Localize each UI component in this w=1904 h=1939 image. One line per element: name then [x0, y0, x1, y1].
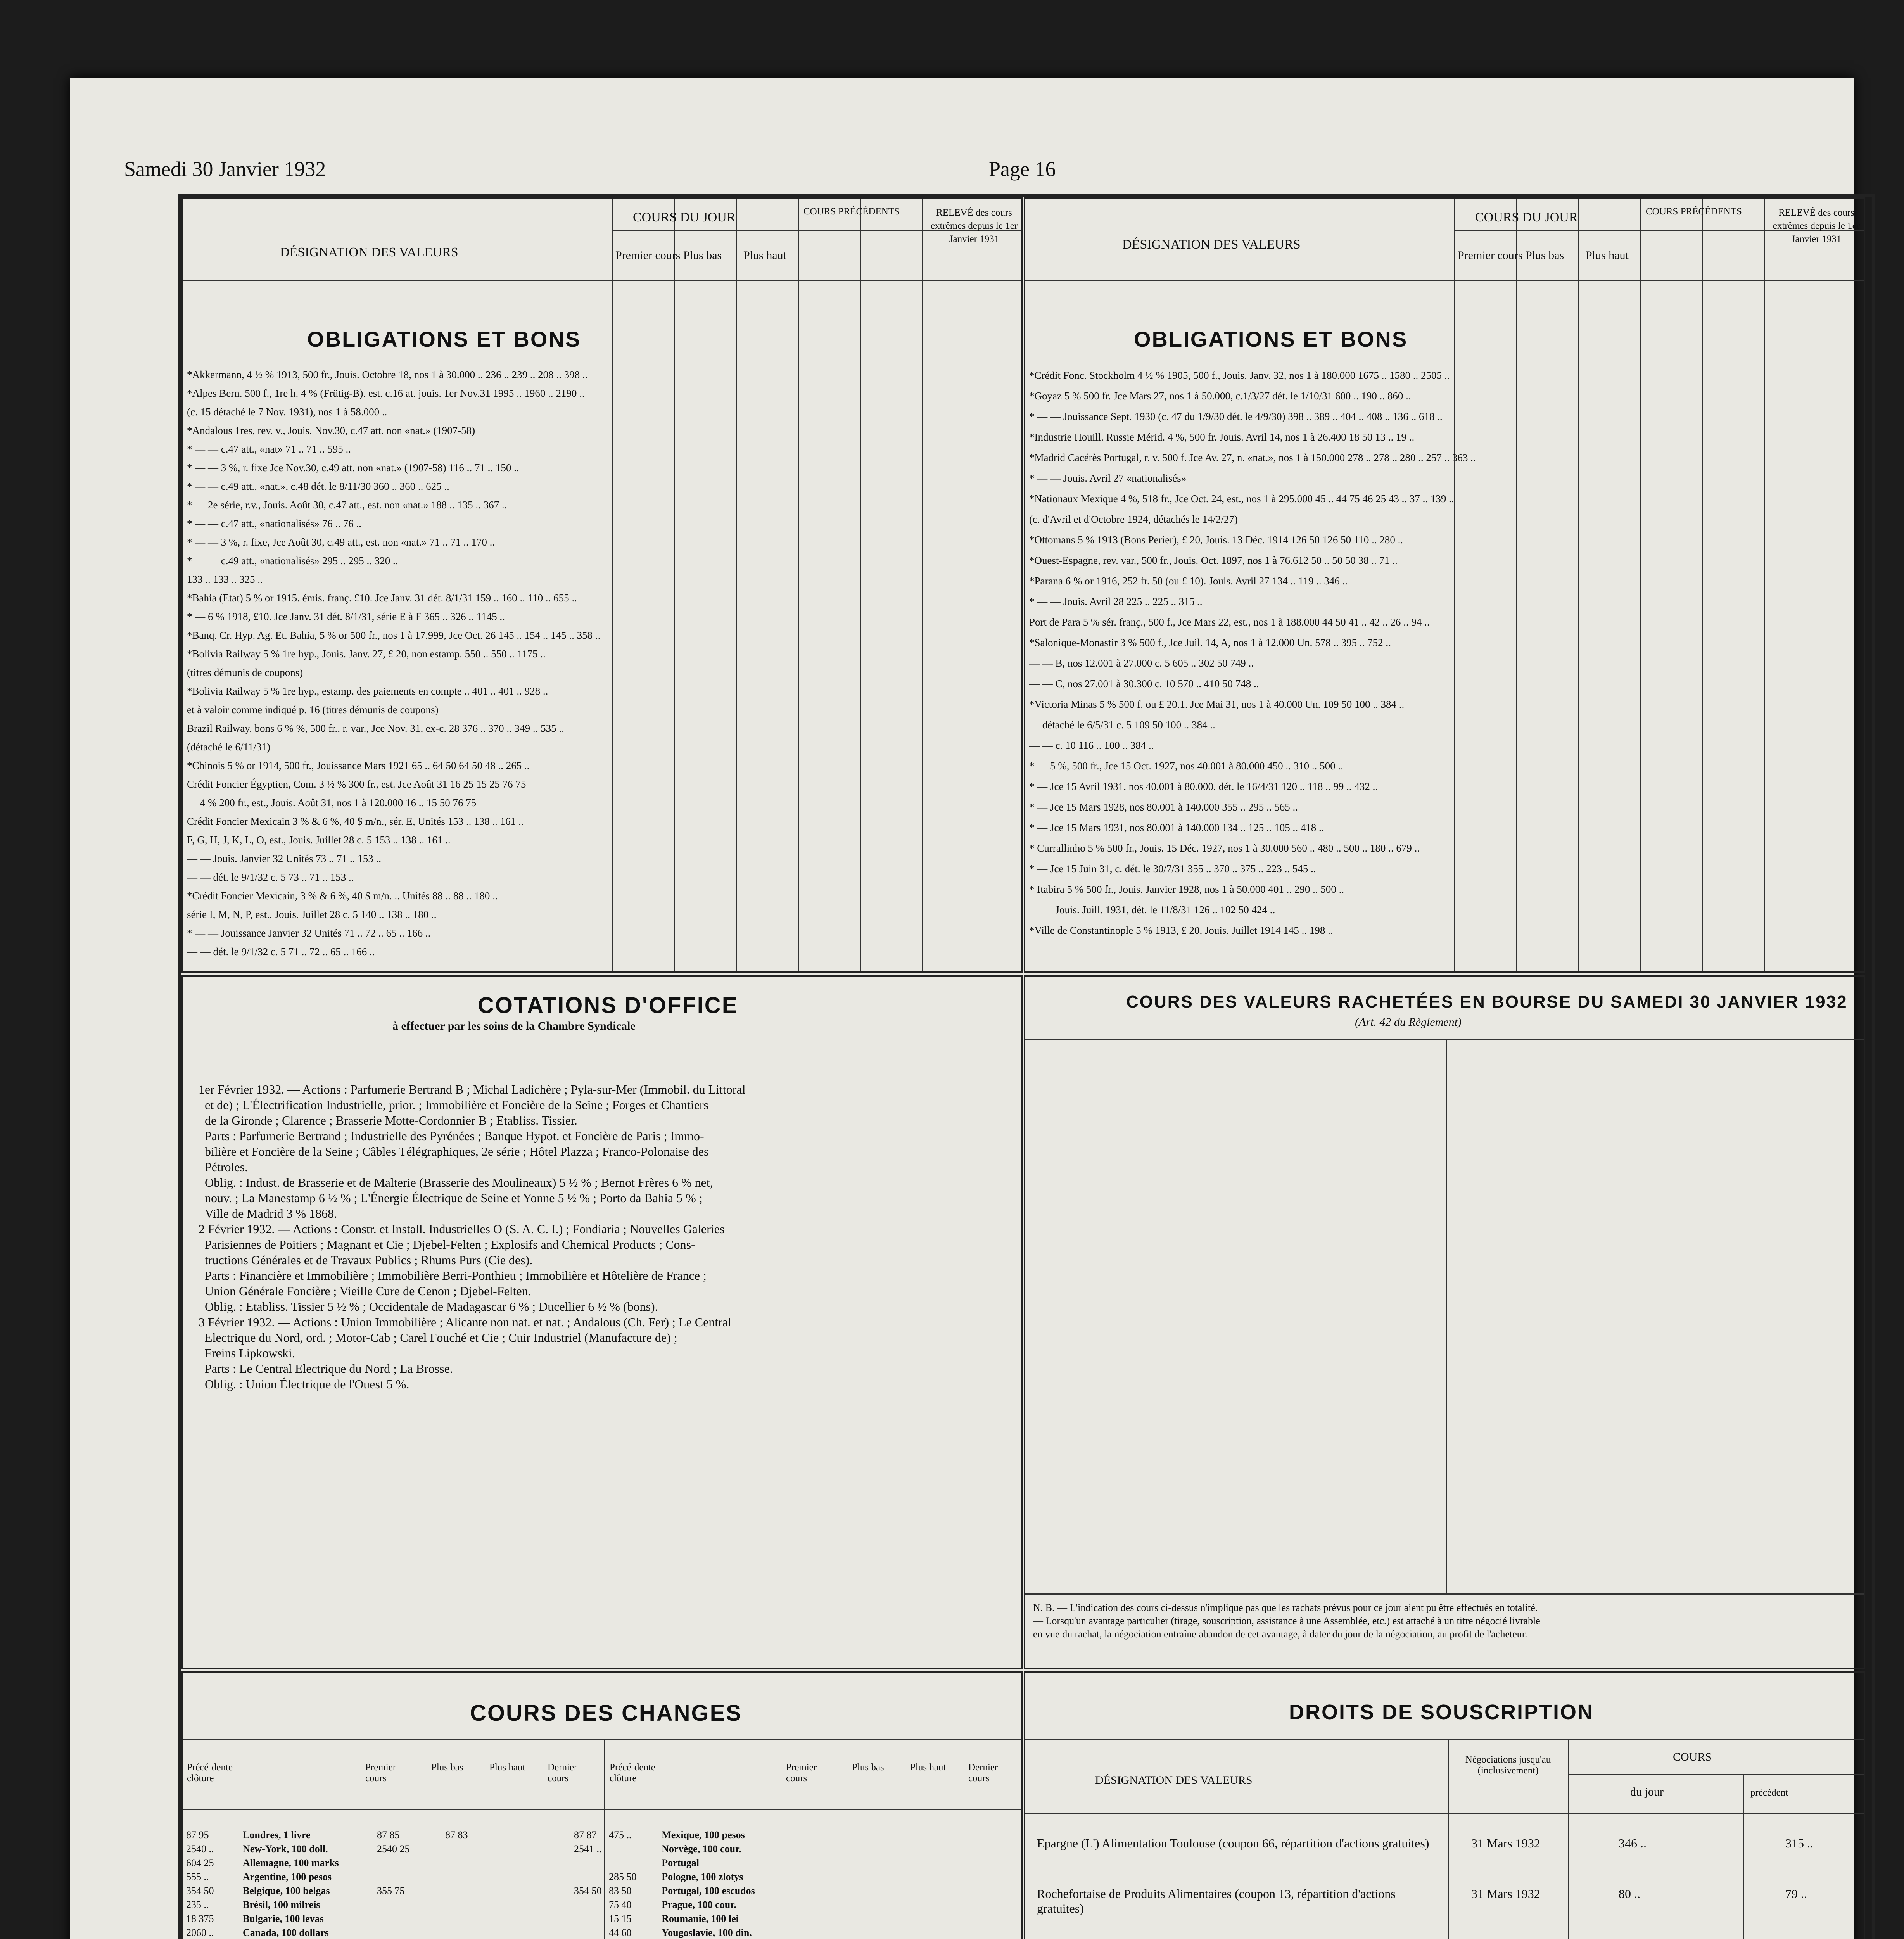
- table-row: * — 2e série, r.v., Jouis. Août 30, c.47 att., est. non «nat.» 188 .. 135 .. 367 ..: [187, 499, 507, 511]
- changes-left-table: [183, 1828, 639, 1939]
- table-row: * — Jce 15 Mars 1928, nos 80.001 à 140.000 355 .. 295 .. 565 ..: [1029, 801, 1298, 813]
- table-row: * — Jce 15 Juin 31, c. dét. le 30/7/31 355 .. 370 .. 375 .. 223 .. 545 ..: [1029, 863, 1316, 874]
- table-row: *Bolivia Railway 5 % 1re hyp., Jouis. Janv. 27, £ 20, non estamp. 550 .. 550 .. 1175 ..: [187, 648, 546, 660]
- table-row: [606, 1926, 1021, 1939]
- table-cell: [374, 1898, 442, 1912]
- cotations-text: 1er Février 1932. — Actions : Parfumerie Bertrand B ; Michal Ladichère ; Pyla-sur-Mer (Immobil. du Littoral et de) ; L'Électrification Industrielle, prior. ; Immobilière et Foncière de la Seine ; Forges et Chantiers de la Gironde ; Clarence ; Brasserie Motte-Cordonnier B ; Etabliss. Tissier. Parts : Parfumerie Bertrand ; Industrielle des Pyrénées ; Banque Hypot. et Foncière de Paris ; Immo- bilière et Foncière de la Seine ; Câbles Télégraphiques, 2e série ; Hôtel Plazza ; Franco-Polonaise des Pétroles. Oblig. : Indust. de Brasserie et de Malterie (Brasserie des Moulineaux) 5 ½ % ; Bernot Frères 6 % net, nouv. ; La Manestamp 6 ½ % ; L'Énergie Électrique de Seine et Yonne 5 ½ % ; Porto da Bahia 5 % ; Ville de Madrid 3 % 1868. 2 Février 1932. — Actions : Constr. et Install. Industrielles O (S. A. C. I.) ; Fondiaria ; Nouvelles Galeries Parisiennes de Poitiers ; Magnant et Cie ; Djebel-Felten ; Explosifs and Chemical Products ; Cons- tructions Générales et de Travaux Publics ; Rhums Purs (Cie des). Parts : Financière et Immobilière ; Immobilière Berri-Ponthieu ; Immobilière et Hôtelière de France ; Union Générale Foncière ; Vieille Cure de Cenon ; Djebel-Felten. Oblig. : Etabliss. Tissier 5 ½ % ; Occidentale de Madagascar 6 % ; Ducellier 6 ½ % (bons). 3 Février 1932. — Actions : Union Immobilière ; Alicante non nat. et nat. ; Andalous (Ch. Fer) ; Le Central Electrique du Nord, ord. ; Motor-Cab ; Carel Fouché et Cie ; Cuir Industriel (Manufacture de) ; Freins Lipkowski. Parts : Le Central Electrique du Nord ; La Brosse. Oblig. : Union Électrique de l'Ouest 5 %.: [199, 1082, 746, 1391]
- table-cell: Epargne (L') Alimentation Toulouse (coupon 66, répartition d'actions gratuites): [1037, 1836, 1429, 1850]
- table-row: *Chinois 5 % or 1914, 500 fr., Jouissance Mars 1921 65 .. 64 50 64 50 48 .. 265 ..: [187, 760, 530, 771]
- table-row: Crédit Foncier Égyptien, Com. 3 ½ % 300 fr., est. Jce Août 31 16 25 15 25 76 75: [187, 778, 526, 790]
- table-row: * Currallinho 5 % 500 fr., Jouis. 15 Déc. 1927, nos 1 à 30.000 560 .. 480 .. 500 .. 180 .. 679 ..: [1029, 842, 1420, 854]
- table-cell: [506, 1926, 571, 1939]
- table-cell: 235 ..: [186, 1899, 209, 1910]
- cotations-section: [181, 975, 1023, 1669]
- table-cell: New-York, 100 doll.: [243, 1843, 328, 1854]
- table-cell: Norvège, 100 cour.: [662, 1843, 741, 1854]
- col-premier-right: Premier cours: [1458, 249, 1523, 262]
- rachetees-section: [1024, 975, 1865, 1669]
- table-row: — — Jouis. Janvier 32 Unités 73 .. 71 .. 153 ..: [187, 853, 381, 864]
- table-cell: 2060 ..: [186, 1927, 214, 1938]
- table-cell: 83 50: [609, 1885, 632, 1896]
- table-cell: [787, 1842, 849, 1856]
- table-row: — — dét. le 9/1/32 c. 5 71 .. 72 .. 65 .. 166 ..: [187, 946, 375, 957]
- table-cell: 15 15: [609, 1913, 632, 1924]
- table-cell: [787, 1856, 849, 1870]
- table-row: *Ouest-Espagne, rev. var., 500 fr., Jouis. Oct. 1897, nos 1 à 76.612 50 .. 50 50 38 .. 71 ..: [1029, 555, 1398, 566]
- table-cell: [850, 1884, 904, 1898]
- table-row: — — c. 10 116 .. 100 .. 384 ..: [1029, 740, 1154, 751]
- table-cell: [959, 1898, 1021, 1912]
- table-cell: [374, 1926, 442, 1939]
- table-row: * — — c.47 att., «nationalisés» 76 .. 76 ..: [187, 518, 361, 529]
- table-row: (titres démunis de coupons): [187, 667, 303, 678]
- table-row: *Andalous 1res, rev. v., Jouis. Nov.30, c.47 att. non «nat.» (1907-58): [187, 425, 475, 436]
- rachetees-note: N. B. — L'indication des cours ci-dessus n'implique pas que les rachats prévus pour ce jour aient pu être effectués en totalité. — Lorsqu'un avantage particulier (tirage, souscription, assistance à une Assemblée, etc.) est attaché à un titre négocié livrable en vue du rachat, la négociation entraîne abandon de cet avantage, à dater du jour de la négociation, au profit de l'acheteur.: [1033, 1602, 1540, 1640]
- table-cell: 604 25: [186, 1857, 214, 1868]
- table-cell: Rochefortaise de Produits Alimentaires (coupon 13, répartition d'actions gratuites): [1037, 1887, 1396, 1915]
- table-row: *Goyaz 5 % 500 fr. Jce Mars 27, nos 1 à 50.000, c.1/3/27 dét. le 1/10/31 600 .. 190 .. 860 ..: [1029, 390, 1411, 402]
- table-row: [183, 1926, 639, 1939]
- table-cell: 475 ..: [609, 1829, 632, 1840]
- table-row: (c. d'Avril et d'Octobre 1924, détachés le 14/2/27): [1029, 513, 1238, 525]
- table-row: — — dét. le 9/1/32 c. 5 73 .. 71 .. 153 ..: [187, 871, 354, 883]
- table-cell: 285 50: [609, 1871, 637, 1882]
- souscription-h-cours: COURS: [1673, 1751, 1712, 1763]
- souscription-h-du-jour: du jour: [1630, 1785, 1664, 1798]
- changes-h-preced-right: Précé-dente clôture: [610, 1762, 655, 1783]
- table-cell: [959, 1926, 1021, 1939]
- col-releve-right: RELEVÉ des cours extrêmes depuis le 1er Janvier 1931: [1773, 207, 1860, 244]
- table-cell: [959, 1856, 1021, 1870]
- page-header: [124, 157, 1830, 184]
- changes-h-preced: Précé-dente clôture: [187, 1762, 233, 1783]
- table-row: * — — c.49 att., «nationalisés» 295 .. 295 .. 320 ..: [187, 555, 398, 567]
- table-row: * — — 3 %, r. fixe, Jce Août 30, c.49 att., est. non «nat.» 71 .. 71 .. 170 ..: [187, 536, 495, 548]
- table-row: *Crédit Foncier Mexicain, 3 % & 6 %, 40 $ m/n. .. Unités 88 .. 88 .. 180 ..: [187, 890, 498, 902]
- col-plus-haut-right: Plus haut: [1586, 249, 1629, 262]
- table-row: * — — c.47 att., «nat» 71 .. 71 .. 595 ..: [187, 443, 351, 455]
- table-row: — — C, nos 27.001 à 30.300 c. 10 570 .. 410 50 748 ..: [1029, 678, 1259, 690]
- col-designation: DÉSIGNATION DES VALEURS: [280, 245, 458, 259]
- table-row: Brazil Railway, bons 6 % %, 500 fr., r. var., Jce Nov. 31, ex-c. 28 376 .. 370 .. 349 .. 535 ..: [187, 722, 564, 734]
- table-cell: [904, 1856, 959, 1870]
- table-cell: [904, 1912, 959, 1926]
- table-row: [183, 1898, 639, 1912]
- table-cell: 75 40: [609, 1899, 632, 1910]
- table-cell: [374, 1870, 442, 1884]
- col-plus-bas: Plus bas: [683, 249, 722, 262]
- table-cell: Roumanie, 100 lei: [662, 1913, 739, 1924]
- table-cell: 31 Mars 1932: [1471, 1836, 1540, 1850]
- table-row: *Crédit Fonc. Stockholm 4 ½ % 1905, 500 f., Jouis. Janv. 32, nos 1 à 180.000 1675 .. 1580 .. 2505 ..: [1029, 370, 1450, 381]
- table-row: Port de Para 5 % sér. franç., 500 f., Jce Mars 22, est., nos 1 à 188.000 44 50 41 .. 42 .. 26 .. 94 ..: [1029, 616, 1430, 628]
- table-cell: 555 ..: [186, 1871, 209, 1882]
- table-row: [606, 1828, 1021, 1842]
- table-cell: [442, 1870, 506, 1884]
- table-row: F, G, H, J, K, L, O, est., Jouis. Juillet 28 c. 5 153 .. 138 .. 161 ..: [187, 834, 451, 846]
- table-cell: [850, 1842, 904, 1856]
- changes-h-plus-bas-right: Plus bas: [852, 1762, 884, 1773]
- table-cell: 2540 ..: [186, 1843, 214, 1854]
- table-row: *Ottomans 5 % 1913 (Bons Perier), £ 20, Jouis. 13 Déc. 1914 126 50 126 50 110 .. 280 ..: [1029, 534, 1403, 546]
- table-row: *Bahia (Etat) 5 % or 1915. émis. franç. £10. Jce Janv. 31 dét. 8/1/31 159 .. 160 .. 110 .. 655 ..: [187, 592, 577, 604]
- table-row: * — — Jouis. Avril 27 «nationalisés»: [1029, 472, 1187, 484]
- table-cell: [904, 1842, 959, 1856]
- cotations-subtitle: à effectuer par les soins de la Chambre Syndicale: [392, 1020, 636, 1032]
- table-cell: 2540 25: [377, 1843, 410, 1854]
- table-row: * — 6 % 1918, £10. Jce Janv. 31 dét. 8/1/31, série E à F 365 .. 326 .. 1145 ..: [187, 611, 505, 622]
- table-row: [183, 1870, 639, 1884]
- table-row: 133 .. 133 .. 325 ..: [187, 574, 263, 585]
- table-row: [606, 1898, 1021, 1912]
- table-cell: [959, 1912, 1021, 1926]
- table-cell: 31 Mars 1932: [1471, 1887, 1540, 1901]
- table-cell: Canada, 100 dollars: [243, 1927, 329, 1938]
- table-cell: [850, 1828, 904, 1842]
- table-row: * — — Jouis. Avril 28 225 .. 225 .. 315 ..: [1029, 596, 1203, 607]
- table-cell: [904, 1870, 959, 1884]
- table-row: * — — Jouissance Janvier 32 Unités 71 .. 72 .. 65 .. 166 ..: [187, 927, 431, 939]
- changes-h-premier: Premier cours: [365, 1762, 396, 1783]
- souscription-section: [1024, 1671, 1865, 1939]
- table-cell: 87 87: [574, 1829, 597, 1840]
- table-cell: Allemagne, 100 marks: [243, 1857, 339, 1868]
- table-row: (c. 15 détaché le 7 Nov. 1931), nos 1 à 58.000 ..: [187, 406, 387, 418]
- table-cell: [606, 1856, 658, 1870]
- table-cell: Londres, 1 livre: [243, 1829, 311, 1840]
- table-cell: [787, 1912, 849, 1926]
- table-cell: [959, 1828, 1021, 1842]
- table-cell: 18 375: [186, 1913, 214, 1924]
- col-releve: RELEVÉ des cours extrêmes depuis le 1er Janvier 1931: [930, 207, 1018, 244]
- obligations-left-table: [181, 197, 1023, 973]
- table-cell: [850, 1926, 904, 1939]
- obligations-right-title: OBLIGATIONS ET BONS: [1134, 327, 1408, 351]
- table-row: — détaché le 6/5/31 c. 5 109 50 100 .. 384 ..: [1029, 719, 1215, 731]
- changes-section: [181, 1671, 1023, 1939]
- table-row: [183, 1884, 639, 1898]
- table-row: [606, 1884, 1021, 1898]
- table-row: * — — Jouissance Sept. 1930 (c. 47 du 1/9/30 dét. le 4/9/30) 398 .. 389 .. 404 .. 408 .. 136 .. 618 ..: [1029, 411, 1443, 422]
- table-row: * — Jce 15 Avril 1931, nos 40.001 à 80.000, dét. le 16/4/31 120 .. 118 .. 99 .. 432 ..: [1029, 781, 1378, 792]
- table-row: — 4 % 200 fr., est., Jouis. Août 31, nos 1 à 120.000 16 .. 15 50 76 75: [187, 797, 477, 809]
- obligations-left-title: OBLIGATIONS ET BONS: [307, 327, 581, 351]
- col-cours-du-jour-right: COURS DU JOUR: [1475, 210, 1578, 225]
- table-cell: 354 50: [186, 1885, 214, 1896]
- table-row: et à valoir comme indiqué p. 16 (titres démunis de coupons): [187, 704, 439, 715]
- table-cell: 44 60: [609, 1927, 632, 1938]
- table-cell: [506, 1870, 571, 1884]
- table-row: * — Jce 15 Mars 1931, nos 80.001 à 140.000 134 .. 125 .. 105 .. 418 ..: [1029, 822, 1324, 833]
- table-cell: [442, 1898, 506, 1912]
- table-row: Crédit Foncier Mexicain 3 % & 6 %, 40 $ m/n., sér. E, Unités 153 .. 138 .. 161 ..: [187, 816, 524, 827]
- souscription-h-designation: DÉSIGNATION DES VALEURS: [1095, 1774, 1253, 1787]
- table-cell: 87 95: [186, 1829, 209, 1840]
- table-row: *Industrie Houill. Russie Mérid. 4 %, 500 fr. Jouis. Avril 14, nos 1 à 26.400 18 50 13 .. 19 ..: [1029, 431, 1415, 443]
- table-row: * — 5 %, 500 fr., Jce 15 Oct. 1927, nos 40.001 à 80.000 450 .. 310 .. 500 ..: [1029, 760, 1343, 772]
- table-cell: [442, 1856, 506, 1870]
- table-cell: [850, 1898, 904, 1912]
- table-cell: Belgique, 100 belgas: [243, 1885, 330, 1896]
- table-row: *Alpes Bern. 500 f., 1re h. 4 % (Frütig-B). est. c.16 at. jouis. 1er Nov.31 1995 .. 1960 .. 2190 ..: [187, 387, 585, 399]
- table-cell: [787, 1884, 849, 1898]
- table-cell: [787, 1898, 849, 1912]
- obligations-right-table: [1024, 197, 1865, 973]
- table-cell: [787, 1926, 849, 1939]
- table-cell: Mexique, 100 pesos: [662, 1829, 745, 1840]
- table-cell: [442, 1884, 506, 1898]
- table-cell: Pologne, 100 zlotys: [662, 1871, 743, 1882]
- souscription-h-precedent: précédent: [1750, 1787, 1788, 1798]
- col-plus-haut: Plus haut: [743, 249, 786, 262]
- changes-h-premier-right: Premier cours: [786, 1762, 817, 1783]
- table-row: *Parana 6 % or 1916, 252 fr. 50 (ou £ 10). Jouis. Avril 27 134 .. 119 .. 346 ..: [1029, 575, 1348, 587]
- table-row: [606, 1870, 1021, 1884]
- page-date: Samedi 30 Janvier 1932: [124, 157, 326, 181]
- table-row: *Akkermann, 4 ½ % 1913, 500 fr., Jouis. Octobre 18, nos 1 à 30.000 .. 236 .. 239 .. 208 .. 398 ..: [187, 369, 588, 380]
- table-row: [183, 1842, 639, 1856]
- table-row: *Banq. Cr. Hyp. Ag. Et. Bahia, 5 % or 500 fr., nos 1 à 17.999, Jce Oct. 26 145 .. 154 .. 145 .. 358 ..: [187, 629, 601, 641]
- table-cell: [904, 1828, 959, 1842]
- table-cell: [904, 1926, 959, 1939]
- table-cell: 315 ..: [1785, 1836, 1813, 1850]
- table-row: — — B, nos 12.001 à 27.000 c. 5 605 .. 302 50 749 ..: [1029, 657, 1254, 669]
- col-cours-precedents-right: COURS PRÉCÉDENTS: [1646, 206, 1742, 217]
- changes-title: COURS DES CHANGES: [470, 1701, 742, 1726]
- table-row: * Itabira 5 % 500 fr., Jouis. Janvier 1928, nos 1 à 50.000 401 .. 290 .. 500 ..: [1029, 883, 1344, 895]
- table-cell: [904, 1884, 959, 1898]
- table-cell: [374, 1912, 442, 1926]
- table-row: [606, 1912, 1021, 1926]
- col-cours-du-jour: COURS DU JOUR: [633, 210, 736, 225]
- table-row: [183, 1912, 639, 1926]
- table-cell: [850, 1870, 904, 1884]
- changes-h-dernier-right: Dernier cours: [968, 1762, 998, 1783]
- table-cell: Portugal: [662, 1857, 700, 1868]
- table-cell: [850, 1912, 904, 1926]
- table-cell: 346 ..: [1619, 1836, 1647, 1850]
- table-row: [183, 1828, 639, 1842]
- table-row: (détaché le 6/11/31): [187, 741, 270, 753]
- table-cell: 87 85: [377, 1829, 400, 1840]
- table-row: [183, 1856, 639, 1870]
- table-cell: Portugal, 100 escudos: [662, 1885, 755, 1896]
- table-row: * — — c.49 att., «nat.», c.48 dét. le 8/11/30 360 .. 360 .. 625 ..: [187, 480, 449, 492]
- souscription-title: DROITS DE SOUSCRIPTION: [1289, 1701, 1594, 1724]
- table-row: *Bolivia Railway 5 % 1re hyp., estamp. des paiements en compte .. 401 .. 401 .. 928 ..: [187, 685, 548, 697]
- cotations-title: COTATIONS D'OFFICE: [478, 993, 738, 1018]
- table-cell: Argentine, 100 pesos: [243, 1871, 332, 1882]
- table-row: * — — 3 %, r. fixe Jce Nov.30, c.49 att. non «nat.» (1907-58) 116 .. 71 .. 150 ..: [187, 462, 519, 474]
- col-plus-bas-right: Plus bas: [1526, 249, 1564, 262]
- table-row: *Nationaux Mexique 4 %, 518 fr., Jce Oct. 24, est., nos 1 à 295.000 45 .. 44 75 46 25 43 .. 37 .. 139 ..: [1029, 493, 1454, 505]
- table-cell: Yougoslavie, 100 din.: [662, 1927, 752, 1938]
- table-cell: 80 ..: [1619, 1887, 1640, 1901]
- col-premier: Premier cours: [615, 249, 681, 262]
- table-row: [1025, 1836, 1865, 1886]
- table-cell: Prague, 100 cour.: [662, 1899, 736, 1910]
- table-cell: 355 75: [377, 1885, 405, 1896]
- table-cell: Brésil, 100 milreis: [243, 1899, 320, 1910]
- table-row: [1025, 1886, 1865, 1937]
- table-cell: [959, 1870, 1021, 1884]
- table-cell: [442, 1912, 506, 1926]
- changes-h-plus-haut: Plus haut: [489, 1762, 525, 1773]
- table-cell: [506, 1912, 571, 1926]
- table-cell: Bulgarie, 100 levas: [243, 1913, 324, 1924]
- table-cell: [506, 1856, 571, 1870]
- table-cell: 79 ..: [1785, 1887, 1807, 1901]
- table-cell: [442, 1842, 506, 1856]
- table-cell: 87 83: [445, 1829, 468, 1840]
- table-cell: [959, 1842, 1021, 1856]
- col-designation-right: DÉSIGNATION DES VALEURS: [1122, 237, 1301, 252]
- table-row: *Salonique-Monastir 3 % 500 f., Jce Juil. 14, A, nos 1 à 12.000 Un. 578 .. 395 .. 752 ..: [1029, 637, 1391, 648]
- rachetees-title: COURS DES VALEURS RACHETÉES EN BOURSE DU SAMEDI 30 JANVIER 1932: [1126, 992, 1848, 1011]
- changes-h-dernier: Dernier cours: [548, 1762, 577, 1783]
- changes-h-plus-haut-right: Plus haut: [910, 1762, 946, 1773]
- table-cell: [606, 1842, 658, 1856]
- table-cell: [506, 1828, 571, 1842]
- table-row: série I, M, N, P, est., Jouis. Juillet 28 c. 5 140 .. 138 .. 180 ..: [187, 909, 437, 920]
- obligations-left-rows: [187, 365, 1021, 961]
- table-row: *Ville de Constantinople 5 % 1913, £ 20, Jouis. Juillet 1914 145 .. 198 ..: [1029, 925, 1333, 936]
- page-number: Page 16: [989, 157, 1056, 181]
- changes-right-table: [606, 1828, 1021, 1939]
- souscription-h-negociations: Négociations jusqu'au (inclusivement): [1465, 1754, 1551, 1776]
- table-row: — — Jouis. Juill. 1931, dét. le 11/8/31 126 .. 102 50 424 ..: [1029, 904, 1275, 916]
- table-cell: [374, 1856, 442, 1870]
- table-cell: 2541 ..: [574, 1843, 602, 1854]
- table-cell: [904, 1898, 959, 1912]
- table-cell: [787, 1870, 849, 1884]
- rachetees-subtitle: (Art. 42 du Règlement): [1355, 1016, 1462, 1028]
- table-cell: [850, 1856, 904, 1870]
- table-row: [606, 1842, 1021, 1856]
- table-cell: 354 50: [574, 1885, 602, 1896]
- table-row: *Madrid Cacérès Portugal, r. v. 500 f. Jce Av. 27, n. «nat.», nos 1 à 150.000 278 .. 278 .. 280 .. 257 .. 363 ..: [1029, 452, 1476, 463]
- table-cell: [442, 1926, 506, 1939]
- table-cell: [506, 1884, 571, 1898]
- table-cell: [787, 1828, 849, 1842]
- table-row: *Victoria Minas 5 % 500 f. ou £ 20.1. Jce Mai 31, nos 1 à 40.000 Un. 109 50 100 .. 384 ..: [1029, 698, 1405, 710]
- obligations-right-rows: [1029, 365, 1863, 941]
- table-row: [606, 1856, 1021, 1870]
- table-cell: [506, 1842, 571, 1856]
- col-cours-precedents: COURS PRÉCÉDENTS: [803, 206, 900, 217]
- changes-h-plus-bas: Plus bas: [431, 1762, 463, 1773]
- table-cell: [506, 1898, 571, 1912]
- table-cell: [959, 1884, 1021, 1898]
